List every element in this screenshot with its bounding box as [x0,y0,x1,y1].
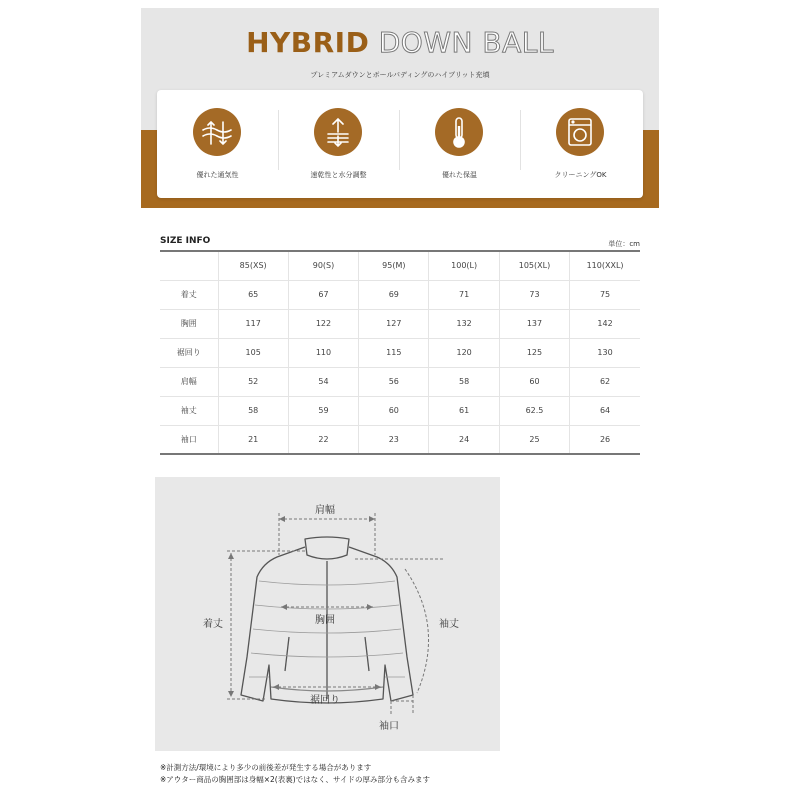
row-label: 裾回り [160,338,218,367]
table-cell: 58 [218,396,288,425]
table-cell: 58 [429,367,499,396]
hero-banner [141,8,659,208]
table-cell: 25 [499,425,569,454]
table-cell: 62 [570,367,640,396]
table-cell: 75 [570,280,640,309]
table-cell: 56 [359,367,429,396]
size-column-header: 85(XS) [218,251,288,280]
table-cell: 69 [359,280,429,309]
table-cell: 59 [288,396,358,425]
title-bold-word: HYBRID [246,26,370,59]
feature-label: 優れた通気性 [196,171,239,179]
size-column-header: 110(XXL) [570,251,640,280]
table-row [160,280,640,309]
product-subtitle: プレミアムダウンとボールパディングのハイブリット充填 [310,71,490,79]
table-cell: 60 [359,396,429,425]
row-label: 袖口 [160,425,218,454]
table-cell: 120 [429,338,499,367]
size-info-title: SIZE INFO [160,236,211,246]
notes [160,762,430,786]
table-cell: 127 [359,309,429,338]
chest-label: 胸囲 [315,615,335,626]
washing-machine-icon [556,108,604,156]
feature-label: 速乾性と水分調整 [310,171,367,179]
table-cell: 110 [288,338,358,367]
table-cell: 24 [429,425,499,454]
table-cell: 115 [359,338,429,367]
size-column-header: 90(S) [288,251,358,280]
row-label: 着丈 [160,280,218,309]
measurement-diagram [155,477,500,751]
sleeve-label: 袖丈 [439,619,459,630]
row-label: 肩幅 [160,367,218,396]
table-row [160,396,640,425]
hem-label: 裾回り [310,695,340,706]
table-row [160,338,640,367]
moisture-control-icon [314,108,362,156]
size-column-header: 95(M) [359,251,429,280]
size-column-header: 105(XL) [499,251,569,280]
table-cell: 130 [570,338,640,367]
table-cell: 105 [218,338,288,367]
table-cell: 125 [499,338,569,367]
table-cell: 132 [429,309,499,338]
table-cell: 117 [218,309,288,338]
header-blank [160,251,218,280]
feature-label: 優れた保温 [442,171,477,179]
table-row [160,425,640,454]
row-label: 袖丈 [160,396,218,425]
shoulder-label: 肩幅 [315,505,335,516]
table-row [160,309,640,338]
table-cell: 21 [218,425,288,454]
table-cell: 60 [499,367,569,396]
note-line: ※計測方法/環境により多少の前後差が発生する場合があります [160,763,372,772]
unit-label: 単位：cm [608,240,640,248]
size-table [160,250,640,455]
title-outline-words: DOWN BALL [369,26,554,59]
table-row [160,367,640,396]
table-cell: 61 [429,396,499,425]
feature-breathable [157,90,278,198]
size-header-row [160,251,640,280]
table-cell: 71 [429,280,499,309]
table-cell: 62.5 [499,396,569,425]
size-column-header: 100(L) [429,251,499,280]
breathable-arrows-icon [193,108,241,156]
feature-moisture [278,90,399,198]
table-cell: 23 [359,425,429,454]
table-cell: 137 [499,309,569,338]
feature-warmth [399,90,520,198]
feature-label: クリーニングOK [554,171,607,179]
table-cell: 122 [288,309,358,338]
note-line: ※アウター商品の胸囲部は身幅×2(表裏)ではなく、サイドの厚み部分も含みます [160,775,430,784]
table-cell: 73 [499,280,569,309]
table-cell: 22 [288,425,358,454]
row-label: 胸囲 [160,309,218,338]
thermometer-icon [435,108,483,156]
table-cell: 26 [570,425,640,454]
table-cell: 54 [288,367,358,396]
length-label: 着丈 [203,619,223,630]
table-cell: 52 [218,367,288,396]
cuff-label: 袖口 [379,721,399,732]
feature-cleaning [520,90,641,198]
table-cell: 67 [288,280,358,309]
table-cell: 64 [570,396,640,425]
table-cell: 142 [570,309,640,338]
product-title [141,26,659,59]
feature-card [157,90,643,198]
table-cell: 65 [218,280,288,309]
